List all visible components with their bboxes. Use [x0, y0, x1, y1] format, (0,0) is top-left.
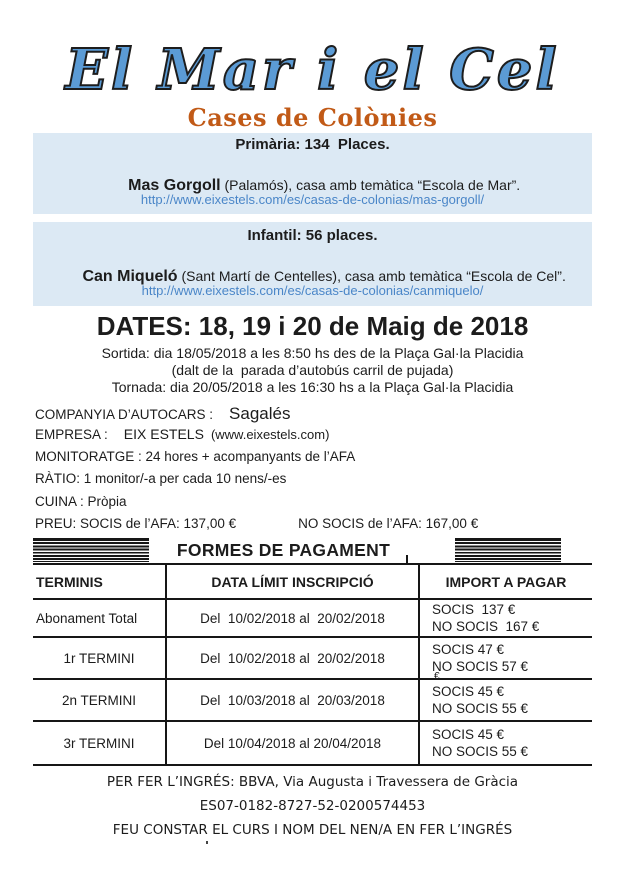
stray-euro-mark: €	[434, 671, 440, 682]
import-socis: SOCIS 47 €	[432, 642, 505, 657]
autocars-label: COMPANYIA D’AUTOCARS :	[35, 407, 214, 422]
decorative-stripes-left	[33, 538, 149, 562]
import-socis: SOCIS 45 €	[432, 684, 505, 699]
primaria-house-name: Mas Gorgoll	[128, 177, 221, 194]
table-row-data-limit: Del 10/02/2018 al 20/02/2018	[165, 600, 418, 638]
payment-table	[33, 563, 592, 766]
page-subtitle: Cases de Colònies	[187, 103, 438, 132]
primaria-house-desc: (Palamós), casa amb temàtica “Escola de Mar”.	[220, 177, 521, 193]
import-no-socis: NO SOCIS 55 €	[432, 701, 529, 716]
import-no-socis: NO SOCIS 167 €	[432, 619, 540, 634]
footer-ingres-line: PER FER L’INGRÉS: BBVA, Via Augusta i Travessera de Gràcia	[106, 774, 519, 790]
sortida-line: Sortida: dia 18/05/2018 a les 8:50 hs des de la Plaça Gal·la Placidia	[101, 345, 524, 361]
empresa-website: (www.eixestels.com)	[210, 427, 330, 443]
import-socis: SOCIS 137 €	[432, 602, 516, 617]
table-row-data-limit: Del 10/02/2018 al 20/02/2018	[165, 638, 418, 680]
payment-section-title: FORMES DE PAGAMENT	[176, 540, 391, 560]
import-no-socis: NO SOCIS 55 €	[432, 744, 529, 759]
detail-preu	[35, 516, 592, 538]
table-row-import	[418, 638, 592, 680]
footer-iban: ES07-0182-8727-52-0200574453	[199, 798, 426, 814]
primaria-heading: Primària: 134 Places.	[235, 136, 390, 153]
page-title: El Mar i el Cel	[65, 37, 560, 103]
ink-artifact	[206, 841, 208, 844]
empresa-label: EMPRESA :	[35, 427, 108, 443]
table-row-import	[418, 600, 592, 638]
table-row-termini: 2n TERMINI	[33, 680, 165, 722]
empresa-value: EIX ESTELS	[123, 426, 204, 443]
col-header-data-limit: DATA LÍMIT INSCRIPCIÓ	[165, 565, 418, 600]
table-row-import	[418, 722, 592, 766]
detail-ratio: RÀTIO: 1 monitor/-a per cada 10 nens/-es	[35, 471, 287, 487]
import-socis: SOCIS 45 €	[432, 727, 505, 742]
table-row-termini: Abonament Total	[33, 600, 165, 638]
detail-autocars	[35, 404, 592, 426]
decorative-stripes-right	[455, 538, 561, 562]
detail-monitoratge: MONITORATGE : 24 hores + acompanyants de l’AFA	[35, 448, 356, 464]
infantil-info-box	[33, 222, 592, 306]
infantil-house-desc: (Sant Martí de Centelles), casa amb temàtica “Escola de Cel”.	[177, 268, 566, 284]
table-row-termini: 3r TERMINI	[33, 722, 165, 766]
table-row-import	[418, 671, 592, 722]
preu-socis: PREU: SOCIS de l’AFA: 137,00 €	[35, 515, 237, 531]
detail-cuina: CUINA : Pròpia	[35, 493, 127, 509]
detail-empresa	[35, 426, 592, 448]
tornada-line: Tornada: dia 20/05/2018 a les 16:30 hs a la Plaça Gal·la Placidia	[111, 379, 514, 395]
col-header-import: IMPORT A PAGAR	[418, 565, 592, 600]
col-header-terminis: TERMINIS	[33, 565, 165, 600]
preu-no-socis: NO SOCIS de l’AFA: 167,00 €	[298, 515, 479, 531]
footer-note: FEU CONSTAR EL CURS I NOM DEL NEN/A EN FER L’INGRÉS	[112, 822, 513, 838]
infantil-link[interactable]: http://www.eixestels.com/es/casas-de-colonias/canmiquelo/	[141, 283, 484, 298]
import-no-socis: NO SOCIS 57 €	[432, 659, 529, 674]
primaria-link[interactable]: http://www.eixestels.com/es/casas-de-colonias/mas-gorgoll/	[140, 192, 485, 207]
dates-heading: DATES: 18, 19 i 20 de Maig de 2018	[96, 311, 529, 341]
table-row-termini: 1r TERMINI	[33, 638, 165, 680]
table-row-data-limit: Del 10/03/2018 al 20/03/2018	[165, 680, 418, 722]
primaria-info-box	[33, 133, 592, 214]
infantil-house-name: Can Miqueló	[82, 268, 178, 285]
sortida-note-line: (dalt de la parada d’autobús carril de pujada)	[171, 362, 454, 378]
infantil-heading: Infantil: 56 places.	[247, 227, 378, 244]
trip-details-list	[35, 404, 592, 538]
autocars-value: Sagalés	[229, 404, 291, 423]
table-row-data-limit: Del 10/04/2018 al 20/04/2018	[165, 722, 418, 766]
